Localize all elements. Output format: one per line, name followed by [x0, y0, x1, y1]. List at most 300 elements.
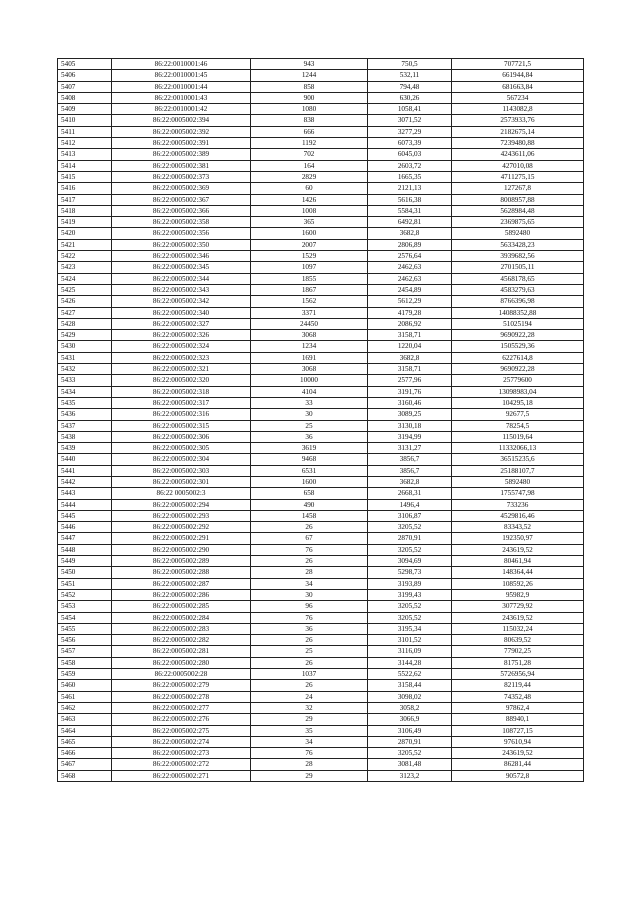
row-number-cell: 5407	[58, 81, 112, 92]
cadastral-value-cell: 88940,1	[452, 714, 584, 725]
row-number-cell: 5467	[58, 759, 112, 770]
row-number-cell: 5456	[58, 635, 112, 646]
cadastral-number-cell: 86:22:0005002:358	[112, 217, 251, 228]
specific-value-cell: 3277,29	[368, 126, 452, 137]
table-row	[58, 341, 584, 352]
area-cell: 32	[251, 702, 368, 713]
row-number-cell: 5459	[58, 669, 112, 680]
cadastral-value-cell: 92677,5	[452, 409, 584, 420]
cadastral-value-cell: 1505529,36	[452, 341, 584, 352]
cadastral-number-cell: 86:22:0005002:321	[112, 364, 251, 375]
cadastral-value-cell: 108727,15	[452, 725, 584, 736]
row-number-cell: 5466	[58, 748, 112, 759]
area-cell: 1244	[251, 70, 368, 81]
cadastral-number-cell: 86:22:0005002:273	[112, 748, 251, 759]
area-cell: 3371	[251, 307, 368, 318]
specific-value-cell: 630,26	[368, 92, 452, 103]
specific-value-cell: 3205,52	[368, 612, 452, 623]
cadastral-value-cell: 51025194	[452, 318, 584, 329]
cadastral-number-cell: 86:22:0005002:280	[112, 657, 251, 668]
table-row	[58, 612, 584, 623]
specific-value-cell: 3106,87	[368, 510, 452, 521]
area-cell: 28	[251, 759, 368, 770]
cadastral-number-cell: 86:22:0005002:316	[112, 409, 251, 420]
area-cell: 36	[251, 431, 368, 442]
cadastral-number-cell: 86:22:0005002:294	[112, 499, 251, 510]
cadastral-number-cell: 86:22:0010001:43	[112, 92, 251, 103]
area-cell: 26	[251, 556, 368, 567]
cadastral-value-cell: 4711275,15	[452, 171, 584, 182]
area-cell: 3068	[251, 364, 368, 375]
row-number-cell: 5434	[58, 386, 112, 397]
cadastral-value-cell: 567234	[452, 92, 584, 103]
specific-value-cell: 5522,62	[368, 669, 452, 680]
cadastral-number-cell: 86:22:0005002:350	[112, 239, 251, 250]
specific-value-cell: 2086,92	[368, 318, 452, 329]
area-cell: 29	[251, 714, 368, 725]
area-cell: 1080	[251, 104, 368, 115]
specific-value-cell: 1665,35	[368, 171, 452, 182]
row-number-cell: 5446	[58, 522, 112, 533]
specific-value-cell: 532,11	[368, 70, 452, 81]
specific-value-cell: 3205,52	[368, 601, 452, 612]
cadastral-number-cell: 86:22:0005002:278	[112, 691, 251, 702]
row-number-cell: 5423	[58, 262, 112, 273]
specific-value-cell: 6045,03	[368, 149, 452, 160]
area-cell: 25	[251, 420, 368, 431]
cadastral-number-cell: 86:22:0010001:44	[112, 81, 251, 92]
area-cell: 1008	[251, 205, 368, 216]
specific-value-cell: 1220,04	[368, 341, 452, 352]
specific-value-cell: 1496,4	[368, 499, 452, 510]
cadastral-number-cell: 86:22:0005002:373	[112, 171, 251, 182]
area-cell: 34	[251, 578, 368, 589]
cadastral-number-cell: 86:22:0005002:343	[112, 284, 251, 295]
row-number-cell: 5430	[58, 341, 112, 352]
cadastral-value-cell: 307729,92	[452, 601, 584, 612]
cadastral-value-cell: 81751,28	[452, 657, 584, 668]
cadastral-value-cell: 7239480,88	[452, 138, 584, 149]
cadastral-value-cell: 1755747,98	[452, 488, 584, 499]
specific-value-cell: 2121,13	[368, 183, 452, 194]
row-number-cell: 5444	[58, 499, 112, 510]
cadastral-number-cell: 86:22:0005002:272	[112, 759, 251, 770]
cadastral-value-cell: 95982,9	[452, 589, 584, 600]
specific-value-cell: 1058,41	[368, 104, 452, 115]
specific-value-cell: 2603,72	[368, 160, 452, 171]
cadastral-value-cell: 243619,52	[452, 544, 584, 555]
specific-value-cell: 3205,52	[368, 522, 452, 533]
cadastral-number-cell: 86:22:0005002:327	[112, 318, 251, 329]
specific-value-cell: 2806,89	[368, 239, 452, 250]
area-cell: 9468	[251, 454, 368, 465]
table-row	[58, 465, 584, 476]
cadastral-value-cell: 25779600	[452, 375, 584, 386]
cadastral-value-cell: 6227614,8	[452, 352, 584, 363]
cadastral-value-cell: 1143082,8	[452, 104, 584, 115]
area-cell: 76	[251, 612, 368, 623]
cadastral-value-cell: 90572,8	[452, 770, 584, 781]
specific-value-cell: 3101,52	[368, 635, 452, 646]
row-number-cell: 5455	[58, 623, 112, 634]
cadastral-value-cell: 5633428,23	[452, 239, 584, 250]
cadastral-number-cell: 86:22:0005002:274	[112, 736, 251, 747]
cadastral-value-cell: 11332066,13	[452, 443, 584, 454]
cadastral-number-cell: 86:22:0005002:391	[112, 138, 251, 149]
table-row	[58, 431, 584, 442]
row-number-cell: 5428	[58, 318, 112, 329]
table-row	[58, 443, 584, 454]
row-number-cell: 5439	[58, 443, 112, 454]
area-cell: 10000	[251, 375, 368, 386]
area-cell: 1192	[251, 138, 368, 149]
document-page	[57, 58, 583, 782]
table-row	[58, 330, 584, 341]
cadastral-value-cell: 148364,44	[452, 567, 584, 578]
cadastral-value-cell: 13098983,04	[452, 386, 584, 397]
cadastral-number-cell: 86:22:0005002:289	[112, 556, 251, 567]
table-row	[58, 488, 584, 499]
cadastral-value-cell: 80461,94	[452, 556, 584, 567]
area-cell: 30	[251, 409, 368, 420]
area-cell: 1529	[251, 251, 368, 262]
specific-value-cell: 3094,69	[368, 556, 452, 567]
table-row	[58, 307, 584, 318]
table-row	[58, 420, 584, 431]
specific-value-cell: 3158,44	[368, 680, 452, 691]
row-number-cell: 5462	[58, 702, 112, 713]
cadastral-value-cell: 77902,25	[452, 646, 584, 657]
cadastral-number-cell: 86:22:0005002:389	[112, 149, 251, 160]
cadastral-value-cell: 4583279,63	[452, 284, 584, 295]
specific-value-cell: 3123,2	[368, 770, 452, 781]
cadastral-number-cell: 86:22:0005002:306	[112, 431, 251, 442]
cadastral-number-cell: 86:22:0005002:291	[112, 533, 251, 544]
specific-value-cell: 3195,34	[368, 623, 452, 634]
table-row	[58, 657, 584, 668]
table-row	[58, 544, 584, 555]
row-number-cell: 5408	[58, 92, 112, 103]
row-number-cell: 5406	[58, 70, 112, 81]
area-cell: 1037	[251, 669, 368, 680]
specific-value-cell: 3144,28	[368, 657, 452, 668]
row-number-cell: 5413	[58, 149, 112, 160]
cadastral-value-cell: 9690922,28	[452, 330, 584, 341]
specific-value-cell: 6492,81	[368, 217, 452, 228]
row-number-cell: 5441	[58, 465, 112, 476]
cadastral-number-cell: 86:22:0005002:324	[112, 341, 251, 352]
area-cell: 26	[251, 680, 368, 691]
table-row	[58, 725, 584, 736]
area-cell: 164	[251, 160, 368, 171]
table-row	[58, 510, 584, 521]
specific-value-cell: 2454,89	[368, 284, 452, 295]
cadastral-value-cell: 681663,84	[452, 81, 584, 92]
table-row	[58, 691, 584, 702]
cadastral-number-cell: 86:22:0010001:45	[112, 70, 251, 81]
cadastral-value-cell: 192350,97	[452, 533, 584, 544]
area-cell: 26	[251, 522, 368, 533]
area-cell: 25	[251, 646, 368, 657]
row-number-cell: 5416	[58, 183, 112, 194]
specific-value-cell: 3856,7	[368, 465, 452, 476]
cadastral-value-cell: 3939682,56	[452, 251, 584, 262]
cadastral-value-cell: 78254,5	[452, 420, 584, 431]
row-number-cell: 5452	[58, 589, 112, 600]
cadastral-value-cell: 97610,94	[452, 736, 584, 747]
cadastral-value-cell: 82119,44	[452, 680, 584, 691]
area-cell: 490	[251, 499, 368, 510]
specific-value-cell: 3081,48	[368, 759, 452, 770]
row-number-cell: 5445	[58, 510, 112, 521]
cadastral-value-cell: 427010,08	[452, 160, 584, 171]
cadastral-value-cell: 80639,52	[452, 635, 584, 646]
cadastral-number-cell: 86:22:0005002:271	[112, 770, 251, 781]
specific-value-cell: 3089,25	[368, 409, 452, 420]
row-number-cell: 5438	[58, 431, 112, 442]
row-number-cell: 5405	[58, 59, 112, 70]
cadastral-number-cell: 86:22:0005002:275	[112, 725, 251, 736]
cadastral-number-cell: 86:22:0005002:281	[112, 646, 251, 657]
specific-value-cell: 3856,7	[368, 454, 452, 465]
table-row	[58, 702, 584, 713]
row-number-cell: 5465	[58, 736, 112, 747]
area-cell: 1097	[251, 262, 368, 273]
cadastral-number-cell: 86:22:0005002:340	[112, 307, 251, 318]
row-number-cell: 5425	[58, 284, 112, 295]
specific-value-cell: 3199,43	[368, 589, 452, 600]
area-cell: 1855	[251, 273, 368, 284]
area-cell: 76	[251, 748, 368, 759]
cadastral-number-cell: 86:22:0005002:276	[112, 714, 251, 725]
area-cell: 67	[251, 533, 368, 544]
area-cell: 29	[251, 770, 368, 781]
row-number-cell: 5411	[58, 126, 112, 137]
cadastral-number-cell: 86:22:0005002:392	[112, 126, 251, 137]
area-cell: 1600	[251, 228, 368, 239]
cadastral-number-cell: 86:22:0010001:42	[112, 104, 251, 115]
area-cell: 3619	[251, 443, 368, 454]
cadastral-number-cell: 86:22:0005002:381	[112, 160, 251, 171]
specific-value-cell: 2462,63	[368, 262, 452, 273]
cadastral-number-cell: 86:22:0005002:286	[112, 589, 251, 600]
cadastral-value-cell: 707721,5	[452, 59, 584, 70]
table-row	[58, 375, 584, 386]
table-row	[58, 364, 584, 375]
table-row	[58, 273, 584, 284]
cadastral-value-cell: 5628984,48	[452, 205, 584, 216]
table-row	[58, 239, 584, 250]
row-number-cell: 5429	[58, 330, 112, 341]
row-number-cell: 5418	[58, 205, 112, 216]
table-row	[58, 296, 584, 307]
row-number-cell: 5463	[58, 714, 112, 725]
area-cell: 2829	[251, 171, 368, 182]
table-row	[58, 70, 584, 81]
cadastral-value-table	[57, 58, 584, 782]
cadastral-value-cell: 108592,26	[452, 578, 584, 589]
area-cell: 30	[251, 589, 368, 600]
row-number-cell: 5436	[58, 409, 112, 420]
table-row	[58, 454, 584, 465]
cadastral-number-cell: 86:22:0005002:344	[112, 273, 251, 284]
specific-value-cell: 2668,31	[368, 488, 452, 499]
table-row	[58, 104, 584, 115]
area-cell: 36	[251, 623, 368, 634]
row-number-cell: 5422	[58, 251, 112, 262]
table-row	[58, 601, 584, 612]
area-cell: 658	[251, 488, 368, 499]
specific-value-cell: 3158,71	[368, 364, 452, 375]
row-number-cell: 5440	[58, 454, 112, 465]
cadastral-number-cell: 86:22:0005002:287	[112, 578, 251, 589]
specific-value-cell: 2870,91	[368, 736, 452, 747]
cadastral-value-cell: 86281,44	[452, 759, 584, 770]
row-number-cell: 5454	[58, 612, 112, 623]
row-number-cell: 5461	[58, 691, 112, 702]
specific-value-cell: 3066,9	[368, 714, 452, 725]
table-row	[58, 567, 584, 578]
cadastral-number-cell: 86:22:0005002:326	[112, 330, 251, 341]
table-row	[58, 81, 584, 92]
row-number-cell: 5435	[58, 397, 112, 408]
area-cell: 1458	[251, 510, 368, 521]
area-cell: 3068	[251, 330, 368, 341]
cadastral-number-cell: 86:22:0005002:320	[112, 375, 251, 386]
cadastral-value-cell: 661944,84	[452, 70, 584, 81]
cadastral-number-cell: 86:22:0005002:293	[112, 510, 251, 521]
table-row	[58, 556, 584, 567]
cadastral-value-cell: 5726956,94	[452, 669, 584, 680]
table-row	[58, 183, 584, 194]
row-number-cell: 5443	[58, 488, 112, 499]
table-row	[58, 646, 584, 657]
specific-value-cell: 5298,73	[368, 567, 452, 578]
row-number-cell: 5412	[58, 138, 112, 149]
table-row	[58, 251, 584, 262]
cadastral-number-cell: 86:22:0005002:366	[112, 205, 251, 216]
specific-value-cell: 3682,8	[368, 476, 452, 487]
specific-value-cell: 794,48	[368, 81, 452, 92]
table-row	[58, 217, 584, 228]
table-row	[58, 205, 584, 216]
cadastral-value-cell: 4568178,65	[452, 273, 584, 284]
cadastral-value-cell: 2182675,14	[452, 126, 584, 137]
specific-value-cell: 3194,99	[368, 431, 452, 442]
area-cell: 1600	[251, 476, 368, 487]
cadastral-number-cell: 86:22:0005002:279	[112, 680, 251, 691]
row-number-cell: 5424	[58, 273, 112, 284]
specific-value-cell: 3116,09	[368, 646, 452, 657]
cadastral-value-cell: 115032,24	[452, 623, 584, 634]
specific-value-cell: 3191,76	[368, 386, 452, 397]
cadastral-number-cell: 86:22:0005002:346	[112, 251, 251, 262]
row-number-cell: 5433	[58, 375, 112, 386]
table-row	[58, 115, 584, 126]
area-cell: 26	[251, 635, 368, 646]
cadastral-value-cell: 733236	[452, 499, 584, 510]
specific-value-cell: 2577,96	[368, 375, 452, 386]
cadastral-number-cell: 86:22:0005002:356	[112, 228, 251, 239]
area-cell: 60	[251, 183, 368, 194]
cadastral-value-cell: 8766396,98	[452, 296, 584, 307]
specific-value-cell: 2576,64	[368, 251, 452, 262]
specific-value-cell: 3205,52	[368, 544, 452, 555]
area-cell: 34	[251, 736, 368, 747]
row-number-cell: 5409	[58, 104, 112, 115]
table-row	[58, 736, 584, 747]
table-row	[58, 59, 584, 70]
cadastral-value-cell: 5892480	[452, 476, 584, 487]
cadastral-value-cell: 2573933,76	[452, 115, 584, 126]
specific-value-cell: 5584,31	[368, 205, 452, 216]
cadastral-value-cell: 5892480	[452, 228, 584, 239]
area-cell: 2007	[251, 239, 368, 250]
area-cell: 35	[251, 725, 368, 736]
cadastral-number-cell: 86:22:0005002:367	[112, 194, 251, 205]
specific-value-cell: 3205,52	[368, 748, 452, 759]
cadastral-number-cell: 86:22:0005002:292	[112, 522, 251, 533]
table-row	[58, 759, 584, 770]
table-row	[58, 578, 584, 589]
table-row	[58, 522, 584, 533]
table-row	[58, 352, 584, 363]
row-number-cell: 5417	[58, 194, 112, 205]
area-cell: 702	[251, 149, 368, 160]
table-row	[58, 669, 584, 680]
cadastral-number-cell: 86:22:0005002:317	[112, 397, 251, 408]
row-number-cell: 5464	[58, 725, 112, 736]
specific-value-cell: 3682,8	[368, 228, 452, 239]
area-cell: 858	[251, 81, 368, 92]
table-row	[58, 409, 584, 420]
table-row	[58, 386, 584, 397]
cadastral-number-cell: 86:22:0005002:28	[112, 669, 251, 680]
cadastral-value-cell: 243619,52	[452, 612, 584, 623]
cadastral-number-cell: 86:22:0005002:315	[112, 420, 251, 431]
specific-value-cell: 4179,28	[368, 307, 452, 318]
area-cell: 900	[251, 92, 368, 103]
table-row	[58, 149, 584, 160]
table-row	[58, 748, 584, 759]
specific-value-cell: 750,5	[368, 59, 452, 70]
table-row	[58, 284, 584, 295]
cadastral-value-cell: 9690922,28	[452, 364, 584, 375]
specific-value-cell: 6073,39	[368, 138, 452, 149]
table-row	[58, 262, 584, 273]
row-number-cell: 5426	[58, 296, 112, 307]
cadastral-number-cell: 86:22:0005002:318	[112, 386, 251, 397]
row-number-cell: 5457	[58, 646, 112, 657]
cadastral-number-cell: 86:22:0005002:304	[112, 454, 251, 465]
cadastral-value-cell: 104295,18	[452, 397, 584, 408]
cadastral-number-cell: 86:22:0005002:305	[112, 443, 251, 454]
row-number-cell: 5414	[58, 160, 112, 171]
cadastral-number-cell: 86:22:0005002:283	[112, 623, 251, 634]
row-number-cell: 5458	[58, 657, 112, 668]
row-number-cell: 5415	[58, 171, 112, 182]
table-row	[58, 318, 584, 329]
row-number-cell: 5432	[58, 364, 112, 375]
table-row	[58, 770, 584, 781]
row-number-cell: 5450	[58, 567, 112, 578]
table-row	[58, 194, 584, 205]
row-number-cell: 5427	[58, 307, 112, 318]
area-cell: 28	[251, 567, 368, 578]
area-cell: 24450	[251, 318, 368, 329]
row-number-cell: 5468	[58, 770, 112, 781]
cadastral-value-cell: 115019,64	[452, 431, 584, 442]
